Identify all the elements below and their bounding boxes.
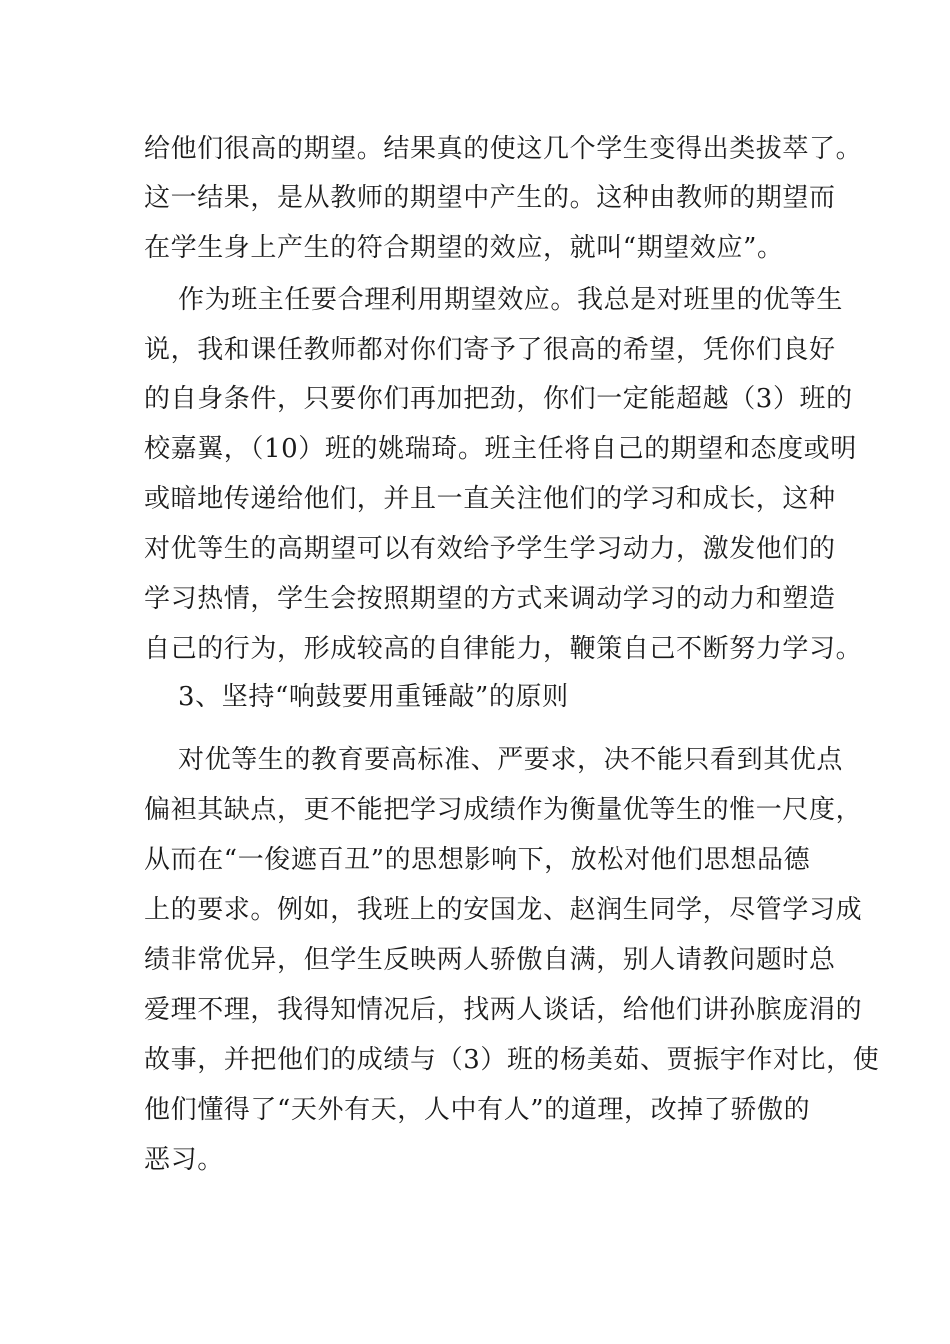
text-line: 自己的行为，形成较高的自律能力，鞭策自己不断努力学习。 [144, 634, 863, 664]
text-line: 学习热情，学生会按照期望的方式来调动学习的动力和塑造 [144, 584, 836, 614]
text-line: 绩非常优异，但学生反映两人骄傲自满，别人请教问题时总 [144, 945, 836, 975]
text-line: 上的要求。例如，我班上的安国龙、赵润生同学，尽管学习成 [144, 895, 863, 925]
text-line: 恶习。 [144, 1145, 224, 1175]
text-line: 故事，并把他们的成绩与（3）班的杨美茹、贾振宇作对比，使 [144, 1045, 880, 1075]
text-line: 对优等生的高期望可以有效给予学生学习动力，激发他们的 [144, 534, 836, 564]
text-line: 在学生身上产生的符合期望的效应，就叫“期望效应”。 [144, 233, 784, 263]
text-line: 说，我和课任教师都对你们寄予了很高的希望，凭你们良好 [144, 335, 836, 365]
text-line: 给他们很高的期望。结果真的使这几个学生变得出类拔萃了。 [144, 134, 863, 164]
text-line: 这一结果，是从教师的期望中产生的。这种由教师的期望而 [144, 183, 836, 213]
text-line: 偏袒其缺点，更不能把学习成绩作为衡量优等生的惟一尺度， [144, 795, 863, 825]
text-line: 的自身条件，只要你们再加把劲，你们一定能超越（3）班的 [144, 384, 853, 414]
text-line: 校嘉翼，（10）班的姚瑞琦。班主任将自己的期望和态度或明 [144, 434, 857, 464]
text-line: 爱理不理，我得知情况后，找两人谈话，给他们讲孙膑庞涓的 [144, 995, 863, 1025]
paragraph-start-line: 对优等生的教育要高标准、严要求，决不能只看到其优点 [178, 745, 844, 775]
section-heading: 3、坚持“响鼓要用重锤敲”的原则 [178, 682, 569, 712]
paragraph-start-line: 作为班主任要合理利用期望效应。我总是对班里的优等生 [178, 285, 844, 315]
text-line: 或暗地传递给他们，并且一直关注他们的学习和成长，这种 [144, 484, 836, 514]
text-line: 他们懂得了“天外有天，人中有人”的道理，改掉了骄傲的 [144, 1095, 811, 1125]
text-line: 从而在“一俊遮百丑”的思想影响下，放松对他们思想品德 [144, 845, 811, 875]
